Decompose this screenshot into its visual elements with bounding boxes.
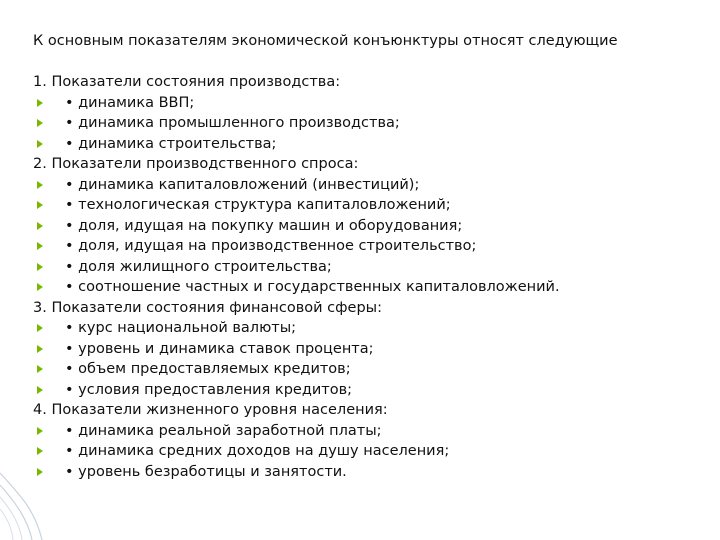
list-item-text: • динамика строительства; — [65, 135, 277, 152]
list-item-text: • курс национальной валюты; — [65, 320, 297, 336]
list-item-text: • доля, идущая на покупку машин и оборудования; — [65, 217, 463, 234]
list-item-text: • условия предоставления кредитов; — [65, 381, 353, 398]
list-item — [33, 318, 560, 339]
list-item-text: • доля, идущая на производственное строительство; — [65, 238, 477, 254]
list-item — [33, 441, 560, 462]
list-item — [33, 175, 560, 196]
triangle-arrow-icon — [37, 427, 43, 435]
list-item — [33, 236, 560, 257]
list-item — [33, 134, 560, 155]
list-item — [33, 93, 560, 114]
list-item — [33, 195, 560, 216]
list-item — [33, 216, 560, 237]
list-item-text: • динамика средних доходов на душу населения; — [65, 443, 450, 459]
list-item — [33, 359, 560, 380]
list-item — [33, 421, 560, 442]
triangle-arrow-icon — [37, 263, 43, 271]
slide-content — [33, 72, 560, 482]
triangle-arrow-icon — [37, 222, 43, 230]
triangle-arrow-icon — [37, 201, 43, 209]
list-item-text: • динамика ВВП; — [65, 94, 195, 111]
list-item-text: • соотношение частных и государственных капиталовложений. — [65, 279, 560, 295]
group-heading: 1. Показатели состояния производства: — [33, 74, 341, 90]
triangle-arrow-icon — [37, 365, 43, 373]
list-item — [33, 277, 560, 298]
list-item-text: • объем предоставляемых кредитов; — [65, 361, 351, 377]
triangle-arrow-icon — [37, 386, 43, 394]
list-item-text: • доля жилищного строительства; — [65, 258, 332, 275]
list-item-text: • динамика промышленного производства; — [65, 115, 400, 131]
list-item — [33, 462, 560, 483]
list-item-text: • уровень и динамика ставок процента; — [65, 340, 374, 357]
triangle-arrow-icon — [37, 283, 43, 291]
list-item-text: • динамика реальной заработной платы; — [65, 422, 382, 439]
list-item — [33, 257, 560, 278]
list-item — [33, 113, 560, 134]
slide-title: К основным показателям экономической конъюнктуры относят следующие — [33, 33, 618, 49]
triangle-arrow-icon — [37, 447, 43, 455]
triangle-arrow-icon — [37, 324, 43, 332]
triangle-arrow-icon — [37, 119, 43, 127]
triangle-arrow-icon — [37, 345, 43, 353]
list-item-text: • динамика капиталовложений (инвестиций); — [65, 176, 420, 193]
triangle-arrow-icon — [37, 181, 43, 189]
list-item — [33, 339, 560, 360]
list-item-text: • технологическая структура капиталовложений; — [65, 197, 451, 213]
triangle-arrow-icon — [37, 99, 43, 107]
corner-decoration — [0, 465, 80, 540]
triangle-arrow-icon — [37, 242, 43, 250]
triangle-arrow-icon — [37, 140, 43, 148]
group-heading: 2. Показатели производственного спроса: — [33, 156, 359, 172]
group-heading: 3. Показатели состояния финансовой сферы: — [33, 299, 383, 316]
list-item-text: • уровень безработицы и занятости. — [65, 463, 347, 480]
group-heading: 4. Показатели жизненного уровня населения: — [33, 402, 388, 418]
list-item — [33, 380, 560, 401]
